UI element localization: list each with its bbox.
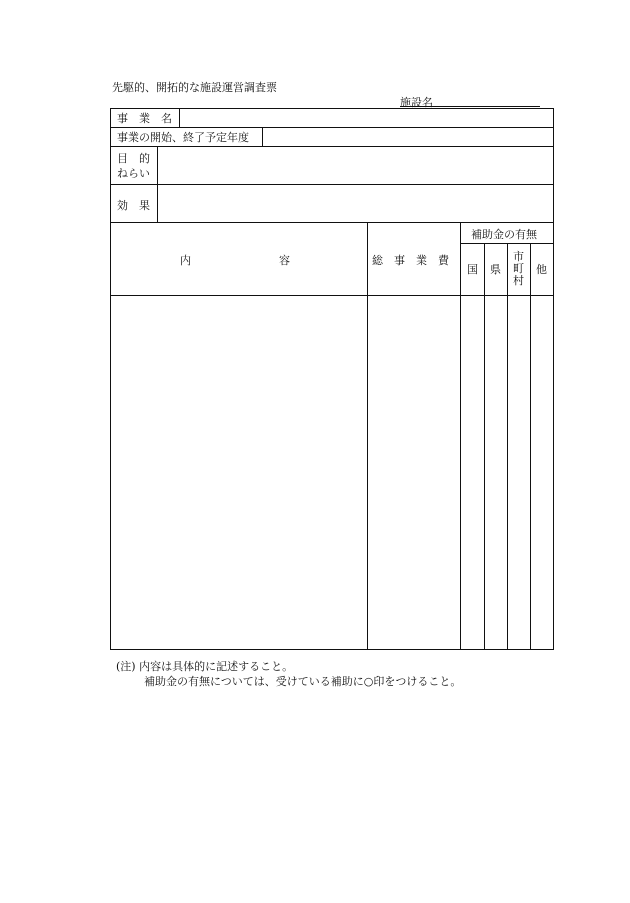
subsidy-header: 補助金の有無 [471,228,537,241]
column-divider [507,243,508,649]
period-label: 事業の開始、終了予定年度 [117,131,249,144]
notes [116,659,461,689]
note-line: 補助金の有無については、受けている補助に○印をつけること。 [144,675,462,688]
form-title: 先駆的、開拓的な施設運営調査票 [112,81,277,94]
column-divider [262,127,263,146]
facility-name-field[interactable] [400,106,540,107]
subsidy-national-header: 国 [467,263,478,276]
aim-label: ねらい [117,167,150,180]
row-divider [111,127,553,128]
column-divider [157,146,158,222]
row-divider [111,146,553,147]
survey-form-table [110,108,554,650]
subsidy-prefecture-header: 県 [490,263,501,276]
facility-name-label: 施設名 [400,96,433,109]
column-divider [179,109,180,127]
purpose-label: 目 的 [117,152,150,165]
subsidy-other-header: 他 [536,263,547,276]
project-name-label: 事 業 名 [117,112,172,125]
column-divider [367,222,368,649]
subsidy-municipal-header-1: 市 [513,250,524,263]
subsidy-municipal-header-3: 村 [513,274,524,287]
row-divider [111,222,553,223]
total-cost-header: 総 事 業 費 [372,254,449,267]
header-bottom-divider [111,295,553,296]
effect-label: 効 果 [117,199,150,212]
note-line: (注) 内容は具体的に記述すること。 [116,660,294,673]
column-divider [460,222,461,649]
row-divider [111,184,553,185]
column-divider [530,243,531,649]
subsidy-municipal-header-2: 町 [513,262,524,275]
content-header: 内 容 [180,254,290,267]
column-divider [484,243,485,649]
